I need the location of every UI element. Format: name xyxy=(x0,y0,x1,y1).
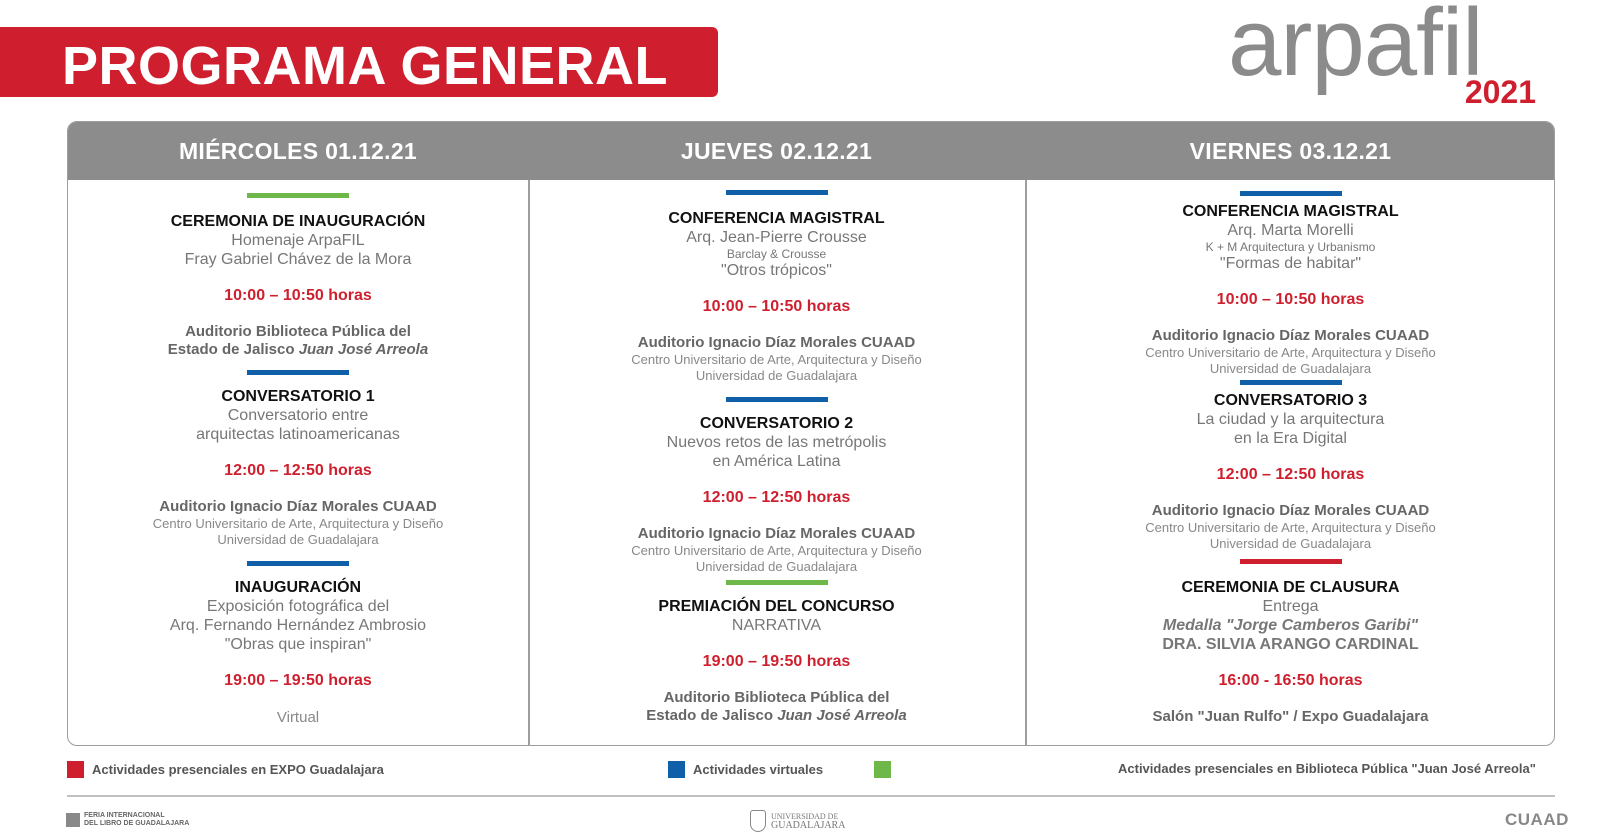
event-venue-detail: Universidad de Guadalajara xyxy=(217,532,379,547)
event-card xyxy=(528,397,1025,575)
event-subtitle: arquitectas latinoamericanas xyxy=(196,426,400,443)
event-venue: Auditorio Biblioteca Pública del xyxy=(185,323,411,340)
day-header-thursday: JUEVES 02.12.21 xyxy=(680,137,873,164)
legend-item-red xyxy=(67,761,384,778)
event-venue-detail: Centro Universitario de Arte, Arquitectura y Diseño xyxy=(631,352,922,367)
event-subtitle: "Otros trópicos" xyxy=(721,262,832,279)
event-card xyxy=(68,370,528,548)
event-time: 12:00 – 12:50 horas xyxy=(1216,466,1365,483)
category-bar xyxy=(726,580,828,585)
category-bar xyxy=(247,561,349,566)
fil-text-line: DEL LIBRO DE GUADALAJARA xyxy=(84,820,190,827)
legend-item-green xyxy=(1118,761,1536,776)
udg-logo xyxy=(750,810,845,832)
category-bar xyxy=(1240,191,1342,196)
event-title: CEREMONIA DE CLAUSURA xyxy=(1181,579,1400,596)
fil-icon xyxy=(66,813,80,827)
event-subtitle: Arq. Marta Morelli xyxy=(1227,222,1354,239)
venue-italic: Juan José Arreola xyxy=(298,341,429,358)
event-card xyxy=(528,580,1025,725)
event-venue: Salón "Juan Rulfo" / Expo Guadalajara xyxy=(1152,708,1429,725)
event-card xyxy=(1025,191,1555,377)
event-card xyxy=(1025,380,1555,552)
logo-year: 2021 xyxy=(1464,74,1536,110)
event-time: 16:00 - 16:50 horas xyxy=(1218,672,1363,689)
event-time: 10:00 – 10:50 horas xyxy=(702,298,851,315)
event-venue-detail: Universidad de Guadalajara xyxy=(695,559,858,574)
event-venue-detail: Centro Universitario de Arte, Arquitectura y Diseño xyxy=(1145,345,1436,360)
event-venue-line xyxy=(68,341,528,359)
event-time: 10:00 – 10:50 horas xyxy=(1216,291,1365,308)
event-venue: Auditorio Ignacio Díaz Morales CUAAD xyxy=(637,525,916,542)
event-title: CONFERENCIA MAGISTRAL xyxy=(1182,203,1399,220)
footer-divider xyxy=(67,795,1555,797)
event-subtitle: "Formas de habitar" xyxy=(1219,255,1362,272)
event-subtitle: "Obras que inspiran" xyxy=(224,636,372,653)
category-bar xyxy=(1240,380,1342,385)
event-time: 19:00 – 19:50 horas xyxy=(224,672,372,689)
category-bar xyxy=(726,397,828,402)
event-time: 19:00 – 19:50 horas xyxy=(702,653,851,670)
category-bar xyxy=(726,190,828,195)
event-title: CONVERSATORIO 1 xyxy=(221,388,375,405)
category-bar xyxy=(247,370,349,375)
event-card xyxy=(68,193,528,359)
event-firm: K + M Arquitectura y Urbanismo xyxy=(1205,240,1376,254)
event-subtitle: en la Era Digital xyxy=(1234,430,1347,447)
legend-label: Actividades presenciales en Biblioteca Pública "Juan José Arreola" xyxy=(1118,761,1536,776)
event-title: CEREMONIA DE INAUGURACIÓN xyxy=(170,213,426,230)
event-title: INAUGURACIÓN xyxy=(234,579,362,596)
event-time: 12:00 – 12:50 horas xyxy=(224,462,372,479)
legend-swatch-blue xyxy=(668,761,685,778)
event-title: PREMIACIÓN DEL CONCURSO xyxy=(658,598,895,615)
fil-text-line: FERIA INTERNACIONAL xyxy=(84,812,165,819)
udg-text-line: GUADALAJARA xyxy=(771,820,846,831)
legend-label: Actividades virtuales xyxy=(693,762,824,777)
event-award: Medalla "Jorge Camberos Garibi" xyxy=(1162,617,1419,634)
event-subtitle: Arq. Jean-Pierre Crousse xyxy=(686,229,867,246)
event-card xyxy=(1025,559,1555,726)
event-subtitle: en América Latina xyxy=(712,453,841,470)
event-venue-detail: Universidad de Guadalajara xyxy=(1209,361,1372,376)
event-honoree: DRA. SILVIA ARANGO CARDINAL xyxy=(1162,636,1419,653)
venue-prefix: Estado de Jalisco xyxy=(167,341,299,358)
event-venue-detail: Universidad de Guadalajara xyxy=(695,368,858,383)
day-header-wednesday: MIÉRCOLES 01.12.21 xyxy=(178,137,418,164)
event-card xyxy=(68,561,528,727)
event-title: CONVERSATORIO 2 xyxy=(699,415,854,432)
legend-swatch-green xyxy=(874,761,891,778)
legend-item-blue xyxy=(668,761,823,778)
event-venue: Auditorio Ignacio Díaz Morales CUAAD xyxy=(159,498,437,515)
event-venue: Auditorio Biblioteca Pública del xyxy=(663,689,890,706)
arpafil-logo xyxy=(1228,0,1548,110)
event-time: 10:00 – 10:50 horas xyxy=(224,287,372,304)
venue-prefix: Estado de Jalisco xyxy=(646,707,778,724)
day-header-friday: VIERNES 03.12.21 xyxy=(1189,137,1392,164)
event-venue-detail: Universidad de Guadalajara xyxy=(1209,536,1372,551)
venue-italic: Juan José Arreola xyxy=(777,707,907,724)
event-venue-line xyxy=(528,707,1025,725)
event-venue: Auditorio Ignacio Díaz Morales CUAAD xyxy=(1151,502,1430,519)
event-subtitle: Homenaje ArpaFIL xyxy=(231,232,365,249)
event-venue: Virtual xyxy=(276,709,320,726)
category-bar xyxy=(247,193,349,198)
event-subtitle: Exposición fotográfica del xyxy=(206,598,390,615)
legend-label: Actividades presenciales en EXPO Guadalajara xyxy=(92,762,384,777)
udg-text-line: UNIVERSIDAD DE xyxy=(771,812,839,821)
event-venue-detail: Centro Universitario de Arte, Arquitectura y Diseño xyxy=(152,516,444,531)
legend-swatch-red xyxy=(67,761,84,778)
udg-crest-icon xyxy=(750,810,766,832)
event-subtitle: NARRATIVA xyxy=(731,617,822,634)
event-firm: Barclay & Crousse xyxy=(726,247,827,261)
schedule-table xyxy=(67,121,1555,746)
logo-wordmark: arpafil xyxy=(1228,0,1483,96)
event-subtitle: Fray Gabriel Chávez de la Mora xyxy=(184,251,412,268)
event-subtitle: Entrega xyxy=(1262,598,1319,615)
category-bar xyxy=(1240,559,1342,564)
event-venue-detail: Centro Universitario de Arte, Arquitectura y Diseño xyxy=(631,543,922,558)
fil-logo xyxy=(66,812,189,828)
event-subtitle: Nuevos retos de las metrópolis xyxy=(666,434,887,451)
event-subtitle: Conversatorio entre xyxy=(227,407,369,424)
page-title: PROGRAMA GENERAL xyxy=(62,36,669,96)
event-venue: Auditorio Ignacio Díaz Morales CUAAD xyxy=(1151,327,1430,344)
event-card xyxy=(528,190,1025,384)
event-title: CONVERSATORIO 3 xyxy=(1213,392,1368,409)
event-subtitle: La ciudad y la arquitectura xyxy=(1196,411,1385,428)
event-title: CONFERENCIA MAGISTRAL xyxy=(668,210,885,227)
title-banner xyxy=(0,27,718,97)
event-time: 12:00 – 12:50 horas xyxy=(702,489,851,506)
event-venue-detail: Centro Universitario de Arte, Arquitectura y Diseño xyxy=(1145,520,1436,535)
event-venue: Auditorio Ignacio Díaz Morales CUAAD xyxy=(637,334,916,351)
cuaad-logo: CUAAD xyxy=(1505,810,1569,829)
event-subtitle: Arq. Fernando Hernández Ambrosio xyxy=(169,617,427,634)
legend-swatch-green-item xyxy=(874,761,899,778)
